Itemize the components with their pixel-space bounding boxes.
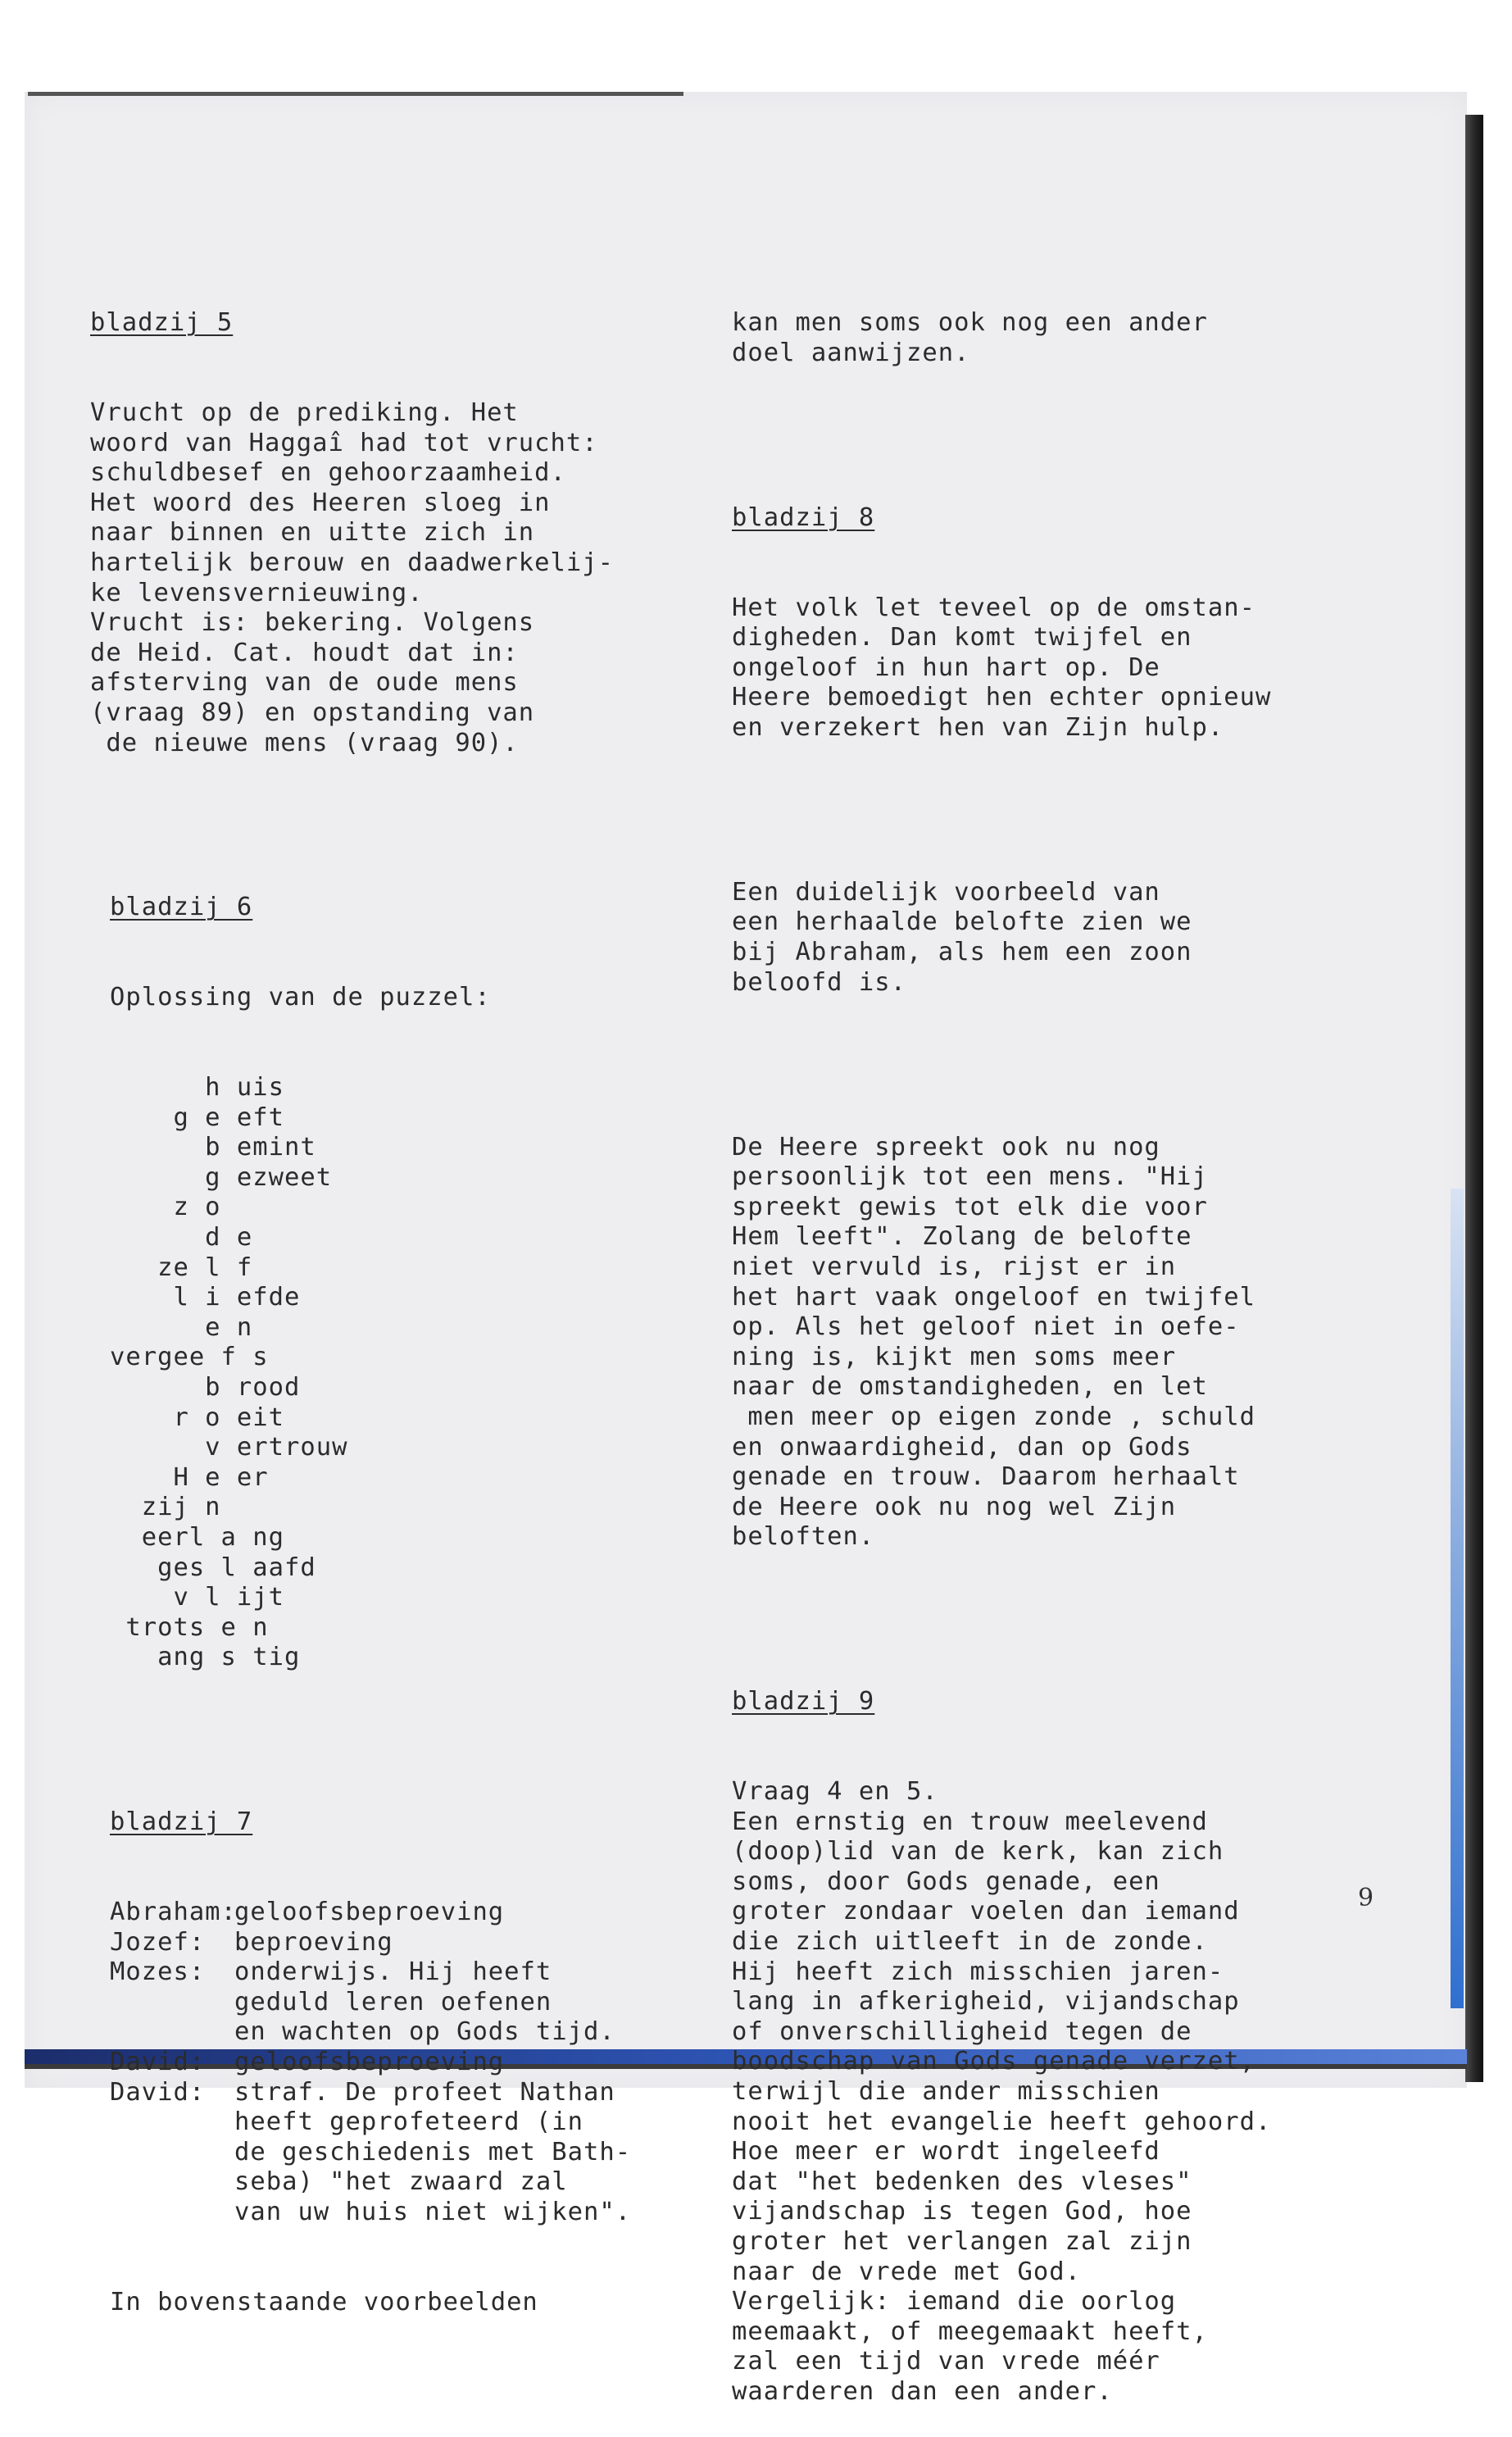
answer-label: Jozef: — [110, 1927, 206, 1957]
section-heading-bladzij-5: bladzij 5 — [90, 308, 234, 338]
puzzle-row: d e — [110, 1223, 253, 1252]
text-line: niet vervuld is, rijst er in — [732, 1253, 1177, 1281]
puzzle-row: eerl a ng — [110, 1522, 284, 1552]
answer-label: David: — [110, 2077, 206, 2107]
puzzle-row: l i efde — [110, 1283, 301, 1312]
text-line: een herhaalde belofte zien we — [732, 907, 1192, 937]
text-line: Het woord des Heeren sloeg in — [90, 488, 551, 517]
cover-edge — [1451, 1189, 1464, 2008]
binding-edge — [1465, 115, 1483, 2082]
puzzle-solution — [90, 1073, 631, 1673]
puzzle-row: v ertrouw — [110, 1433, 348, 1462]
text-line: schuldbesef en gehoorzaamheid. — [90, 458, 566, 488]
answer-row — [110, 1928, 631, 1958]
text-line: ke levensvernieuwing. — [90, 578, 424, 607]
puzzle-row: g e eft — [110, 1103, 284, 1132]
answer-row — [110, 1988, 631, 2018]
puzzle-row: e n — [110, 1312, 253, 1342]
text-line: soms, door Gods genade, een — [732, 1866, 1160, 1896]
answer-label: David: — [110, 2048, 206, 2077]
text-line: vijandschap is tegen God, hoe — [732, 2197, 1192, 2226]
text-line: de Heere ook nu nog wel Zijn — [732, 1492, 1177, 1521]
section-8-paragraph-1 — [732, 593, 1271, 743]
text-line: hartelijk berouw en daadwerkelij- — [90, 548, 614, 577]
section-7-closing: In bovenstaande voorbeelden — [110, 2287, 538, 2317]
text-line: (doop)lid van de kerk, kan zich — [732, 1837, 1224, 1866]
section-9-body — [732, 1777, 1271, 2407]
puzzle-row: h uis — [110, 1073, 284, 1103]
text-line: afsterving van de oude mens — [90, 668, 519, 698]
answer-text: en wachten op Gods tijd. — [234, 2017, 615, 2047]
puzzle-row: ges l aafd — [110, 1553, 316, 1582]
text-line: nooit het evangelie heeft gehoord. — [732, 2107, 1272, 2136]
text-line: het hart vaak ongeloof en twijfel — [732, 1282, 1255, 1312]
text-line: groter zondaar voelen dan iemand — [732, 1897, 1240, 1926]
text-line: boodschap van Gods genade verzet, — [732, 2047, 1255, 2076]
answer-row — [110, 1898, 631, 1928]
text-line: ongeloof in hun hart op. De — [732, 652, 1160, 682]
text-line: bij Abraham, als hem een zoon — [732, 938, 1192, 967]
answer-label: Mozes: — [110, 1957, 206, 1987]
text-line: op. Als het geloof niet in oefe- — [732, 1312, 1240, 1342]
text-line: zal een tijd van vrede méér — [732, 2347, 1160, 2376]
answer-text: onderwijs. Hij heeft — [234, 1957, 552, 1987]
answer-row — [110, 2198, 631, 2228]
puzzle-row: g ezweet — [110, 1162, 333, 1192]
puzzle-row: b emint — [110, 1133, 316, 1162]
text-line: doel aanwijzen. — [732, 338, 970, 367]
text-line: Het volk let teveel op de omstan- — [732, 593, 1255, 622]
answer-text: geloofsbeproeving — [234, 1898, 505, 1927]
answer-row — [110, 2017, 631, 2048]
text-line: de nieuwe mens (vraag 90). — [90, 728, 519, 757]
text-line: Hem leeft". Zolang de belofte — [732, 1222, 1192, 1252]
text-line: naar binnen en uitte zich in — [90, 518, 535, 548]
right-column-intro — [732, 308, 1271, 368]
puzzle-row: zij n — [110, 1493, 221, 1522]
puzzle-row: v l ijt — [110, 1583, 284, 1612]
text-line: kan men soms ook nog een ander — [732, 308, 1208, 338]
top-edge-rule — [28, 92, 683, 96]
section-5-body — [90, 398, 631, 758]
puzzle-row: ang s tig — [110, 1643, 301, 1672]
section-heading-bladzij-9: bladzij 9 — [732, 1687, 875, 1716]
text-line: naar de omstandigheden, en let — [732, 1372, 1208, 1402]
puzzle-intro: Oplossing van de puzzel: — [110, 983, 491, 1012]
text-line: De Heere spreekt ook nu nog — [732, 1132, 1160, 1162]
text-line: de Heid. Cat. houdt dat in: — [90, 638, 519, 667]
text-line: en onwaardigheid, dan op Gods — [732, 1432, 1192, 1462]
text-line: Vergelijk: iemand die oorlog — [732, 2287, 1177, 2317]
text-line: Vrucht is: bekering. Volgens — [90, 608, 535, 638]
puzzle-row: b rood — [110, 1372, 301, 1402]
text-line: Een duidelijk voorbeeld van — [732, 877, 1160, 907]
left-column — [90, 248, 631, 2348]
puzzle-row: vergee f s — [110, 1343, 269, 1372]
answer-row — [110, 2138, 631, 2168]
section-8-paragraph-2 — [732, 878, 1271, 998]
answer-text: geduld leren oefenen — [234, 1987, 552, 2016]
text-line: Een ernstig en trouw meelevend — [732, 1807, 1208, 1836]
text-line: lang in afkerigheid, vijandschap — [732, 1987, 1240, 2016]
answer-row — [110, 1957, 631, 1988]
page-number: 9 — [1358, 1884, 1374, 1912]
text-line: Hij heeft zich misschien jaren- — [732, 1957, 1224, 1986]
text-line: ning is, kijkt men soms meer — [732, 1342, 1177, 1371]
section-heading-bladzij-7: bladzij 7 — [110, 1807, 253, 1837]
puzzle-row: z o — [110, 1193, 221, 1222]
text-line: digheden. Dan komt twijfel en — [732, 623, 1192, 652]
text-line: en verzekert hen van Zijn hulp. — [732, 712, 1224, 742]
answer-text: van uw huis niet wijken". — [234, 2198, 632, 2226]
text-line: of onverschilligheid tegen de — [732, 2016, 1192, 2046]
text-line: Vraag 4 en 5. — [732, 1777, 938, 1807]
text-line: terwijl die ander misschien — [732, 2077, 1160, 2107]
right-column — [732, 248, 1271, 2437]
puzzle-row: H e er — [110, 1462, 269, 1492]
text-line: Heere bemoedigt hen echter opnieuw — [732, 683, 1272, 712]
answer-label: Abraham: — [110, 1898, 237, 1927]
puzzle-row: r o eit — [110, 1403, 284, 1432]
text-line: Vrucht op de prediking. Het — [90, 398, 519, 427]
text-line: waarderen dan een ander. — [732, 2376, 1113, 2406]
answer-row — [110, 2048, 631, 2078]
answer-text: de geschiedenis met Bath- — [234, 2137, 632, 2166]
answer-text: geloofsbeproeving — [234, 2048, 505, 2077]
answer-row — [110, 2107, 631, 2138]
text-line: spreekt gewis tot elk die voor — [732, 1192, 1208, 1221]
text-line: Hoe meer er wordt ingeleefd — [732, 2137, 1160, 2166]
puzzle-row: ze l f — [110, 1253, 253, 1282]
answer-text: straf. De profeet Nathan — [234, 2077, 615, 2107]
section-heading-bladzij-6: bladzij 6 — [110, 893, 253, 922]
answer-text: beproeving — [234, 1927, 393, 1957]
answer-text: seba) "het zwaard zal — [234, 2167, 568, 2197]
answer-text: heeft geprofeteerd (in — [234, 2107, 583, 2137]
answer-row — [110, 2078, 631, 2108]
answer-row — [110, 2167, 631, 2198]
puzzle-row: trots e n — [110, 1612, 269, 1642]
text-line: beloften. — [732, 1522, 875, 1552]
text-line: men meer op eigen zonde , schuld — [732, 1402, 1255, 1431]
text-line: meemaakt, of meegemaakt heeft, — [732, 2317, 1208, 2346]
text-line: dat "het bedenken des vleses" — [732, 2166, 1192, 2196]
text-line: woord van Haggaî had tot vrucht: — [90, 428, 598, 457]
section-8-paragraph-3 — [732, 1133, 1271, 1553]
text-line: die zich uitleeft in de zonde. — [732, 1927, 1208, 1957]
text-line: groter het verlangen zal zijn — [732, 2227, 1192, 2256]
text-line: naar de vrede met God. — [732, 2257, 1081, 2286]
section-7-body — [90, 1898, 631, 2228]
text-line: genade en trouw. Daarom herhaalt — [732, 1462, 1240, 1492]
section-heading-bladzij-8: bladzij 8 — [732, 502, 875, 532]
text-line: (vraag 89) en opstanding van — [90, 698, 535, 727]
text-line: persoonlijk tot een mens. "Hij — [732, 1162, 1208, 1192]
text-line: beloofd is. — [732, 967, 906, 997]
